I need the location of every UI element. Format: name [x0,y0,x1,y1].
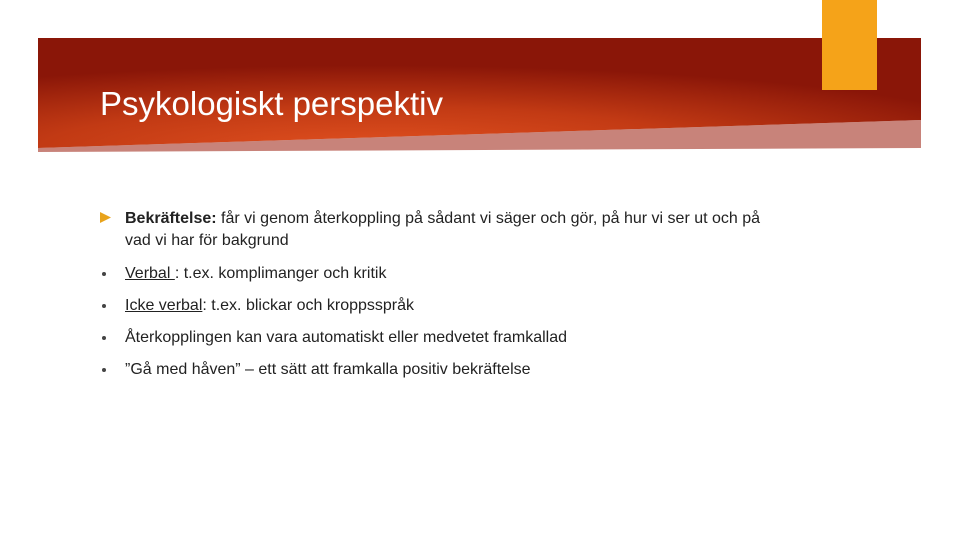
bullet-body: ”Gå med håven” – ett sätt att framkalla positiv bekräftelse [125,361,531,378]
dot-bullet-icon [102,336,106,340]
bullet-body: Återkopplingen kan vara automatiskt eller medvetet framkallad [125,329,567,346]
bullet-body: : t.ex. blickar och kroppsspråk [202,297,415,314]
dot-bullet-icon [102,272,106,276]
diamond-bullet-icon [100,212,111,223]
dot-bullet-icon [102,368,106,372]
slide-title: Psykologiskt perspektiv [100,85,443,122]
bullet-text [125,263,785,285]
bullet-underlined-lead: Icke verbal [125,297,203,314]
bullet-text [125,208,785,252]
bullet-underlined-lead: Verbal [125,265,175,282]
accent-bar [822,0,877,90]
bullet-body: : t.ex. komplimanger och kritik [174,265,387,282]
bullet-bold-lead: Bekräftelse: [125,210,217,227]
dot-bullet-icon [102,304,106,308]
bullet-text [125,295,785,317]
bullet-body: får vi genom återkoppling på sådant vi säger och gör, på hur vi ser ut och på vad vi har för bakgrund [125,210,761,249]
